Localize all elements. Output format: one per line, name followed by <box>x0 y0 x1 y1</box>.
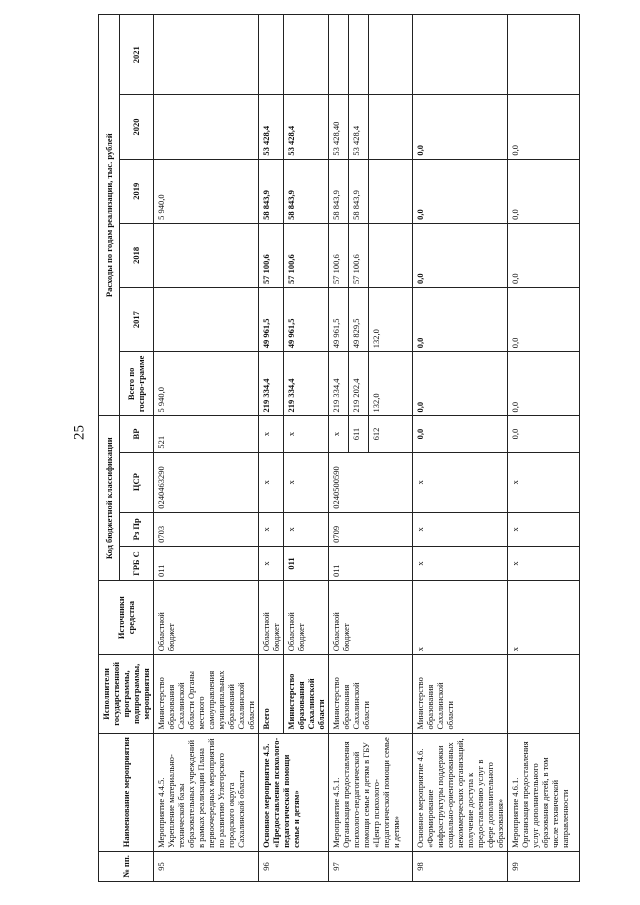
row-csr: 0240463290 <box>154 452 259 512</box>
row-2018 <box>154 223 259 287</box>
page-number: 25 <box>71 425 88 440</box>
row-2021 <box>329 15 349 95</box>
row-2018 <box>369 223 413 287</box>
table-row <box>329 15 349 882</box>
row-csr: x <box>284 452 329 512</box>
row-exec: Министерство образования Сахалинской области <box>284 655 329 733</box>
table-row <box>259 15 284 882</box>
row-rzpr: x <box>259 512 284 546</box>
row-total: 219 334,4 <box>329 352 349 416</box>
row-2020 <box>369 95 413 159</box>
col-2021: 2021 <box>119 15 153 95</box>
row-num: 96 <box>259 851 329 881</box>
row-total: 0,0 <box>413 352 508 416</box>
row-total: 0,0 <box>508 352 580 416</box>
row-rzpr: 0703 <box>154 512 259 546</box>
row-2019 <box>369 159 413 223</box>
col-code-group: Код бюджетной классификации <box>99 416 120 581</box>
row-num: 95 <box>154 851 259 881</box>
col-2020: 2020 <box>119 95 153 159</box>
row-exec: Министерство образования Сахалинской области Органы местного самоуправления муниципальных образований Сахалинской области <box>154 655 259 733</box>
row-2020: 53 428,4 <box>284 95 329 159</box>
row-total: 132,0 <box>369 352 413 416</box>
row-vr: 611 <box>349 416 369 452</box>
row-exec: Министерство образования Сахалинской области <box>329 655 413 733</box>
row-source: Областной бюджет <box>154 581 259 655</box>
row-2017 <box>154 288 259 352</box>
row-rzpr: x <box>508 512 580 546</box>
table-row <box>154 15 259 882</box>
header-row-1 <box>99 15 120 882</box>
row-2017: 49 829,5 <box>349 288 369 352</box>
row-2021 <box>259 15 284 95</box>
col-csr: ЦСР <box>119 452 153 512</box>
row-total: 219 334,4 <box>259 352 284 416</box>
row-grbs: x <box>508 546 580 580</box>
row-name: Основное мероприятие 4.5. «Предоставление психолого-педагогической помощи семье и детям» <box>259 733 329 851</box>
row-name: Мероприятие 4.5.1. Организация предоставления психолого-педагогической помощи семье и детям в ГБУ «Центр психолого-педагогической помощи семье и детям» <box>329 733 413 851</box>
row-num: 97 <box>329 851 413 881</box>
row-name: Основное мероприятие 4.6. «Формирование инфраструктуры поддержки социально-ориентированных некоммерческих организаций, получение доступа к предоставлению услуг в сфере дополнительного образования» <box>413 733 508 851</box>
row-grbs: 011 <box>154 546 259 580</box>
row-2017: 49 961,5 <box>284 288 329 352</box>
row-grbs: x <box>413 546 508 580</box>
row-rzpr: x <box>284 512 329 546</box>
row-2018: 57 100,6 <box>329 223 349 287</box>
row-vr: x <box>329 416 349 452</box>
row-2017: 0,0 <box>413 288 508 352</box>
row-2021 <box>508 15 580 95</box>
row-num: 98 <box>413 851 508 881</box>
row-rzpr: 0709 <box>329 512 413 546</box>
col-vr: ВР <box>119 416 153 452</box>
row-total: 5 940,0 <box>154 352 259 416</box>
row-source: Областной бюджет <box>259 581 284 655</box>
row-total: 219 202,4 <box>349 352 369 416</box>
row-2019: 58 843,9 <box>329 159 349 223</box>
row-2021 <box>154 15 259 95</box>
row-exec: Всего <box>259 655 284 733</box>
table-row <box>508 15 580 882</box>
row-grbs: x <box>259 546 284 580</box>
budget-table-sheet <box>98 14 598 882</box>
row-2018: 57 100,6 <box>349 223 369 287</box>
row-vr: x <box>259 416 284 452</box>
col-2017: 2017 <box>119 288 153 352</box>
col-2018: 2018 <box>119 223 153 287</box>
row-vr: 0,0 <box>508 416 580 452</box>
row-total: 219 334,4 <box>284 352 329 416</box>
row-rzpr: x <box>413 512 508 546</box>
row-2019: 58 843,9 <box>284 159 329 223</box>
row-source: Областной бюджет <box>284 581 329 655</box>
col-total: Всего по госпро-грамме <box>119 352 153 416</box>
row-2019: 58 843,9 <box>259 159 284 223</box>
row-name: Мероприятие 4.6.1. Организация предоставления услуг дополнительного образования детей, в том числе технической направленности <box>508 733 580 851</box>
row-exec <box>508 655 580 733</box>
row-2020: 0,0 <box>508 95 580 159</box>
row-2020: 0,0 <box>413 95 508 159</box>
row-source: Областной бюджет <box>329 581 413 655</box>
row-vr: x <box>284 416 329 452</box>
row-vr: 521 <box>154 416 259 452</box>
col-num: № пп. <box>99 851 154 881</box>
col-source: Источники средства <box>99 581 154 655</box>
row-2018: 57 100,6 <box>259 223 284 287</box>
row-2020: 53 428,40 <box>329 95 349 159</box>
row-csr: x <box>508 452 580 512</box>
col-name: Наименование мероприятия <box>99 733 154 851</box>
row-2018: 57 100,6 <box>284 223 329 287</box>
row-2020: 53 428,4 <box>349 95 369 159</box>
row-2019: 0,0 <box>508 159 580 223</box>
row-name: Мероприятие 4.4.5. Укрепление материально-технической базы образовательных учреждений в рамках реализации Плана первоочередных мероприятий по развитию Углегорского городского округа Сахалинской области <box>154 733 259 851</box>
row-2017: 49 961,5 <box>329 288 349 352</box>
row-2020: 53 428,4 <box>259 95 284 159</box>
row-2019: 58 843,9 <box>349 159 369 223</box>
budget-table <box>98 14 580 882</box>
col-rzpr: Рз Пр <box>119 512 153 546</box>
row-2017: 49 961,5 <box>259 288 284 352</box>
row-2017: 132,0 <box>369 288 413 352</box>
row-2017: 0,0 <box>508 288 580 352</box>
row-grbs: 011 <box>284 546 329 580</box>
row-2018: 0,0 <box>413 223 508 287</box>
row-source: x <box>413 581 508 655</box>
col-exec: Исполнители государственной программы, подпрограммы, мероприятия <box>99 655 154 733</box>
row-2021 <box>413 15 508 95</box>
row-2020 <box>154 95 259 159</box>
row-2019: 0,0 <box>413 159 508 223</box>
row-2019: 5 940,0 <box>154 159 259 223</box>
table-row <box>413 15 508 882</box>
col-2019: 2019 <box>119 159 153 223</box>
row-grbs: 011 <box>329 546 413 580</box>
row-vr: 0,0 <box>413 416 508 452</box>
row-2021 <box>349 15 369 95</box>
col-grbs: ГРБ С <box>119 546 153 580</box>
col-expenses-group: Расходы по годам реализации, тыс. рублей <box>99 15 120 416</box>
row-exec: Министерство образования Сахалинской области <box>413 655 508 733</box>
row-source: x <box>508 581 580 655</box>
row-2021 <box>284 15 329 95</box>
row-csr: 0240500590 <box>329 452 413 512</box>
row-csr: x <box>413 452 508 512</box>
row-2018: 0,0 <box>508 223 580 287</box>
row-2021 <box>369 15 413 95</box>
row-vr: 612 <box>369 416 413 452</box>
row-num: 99 <box>508 851 580 881</box>
row-csr: x <box>259 452 284 512</box>
